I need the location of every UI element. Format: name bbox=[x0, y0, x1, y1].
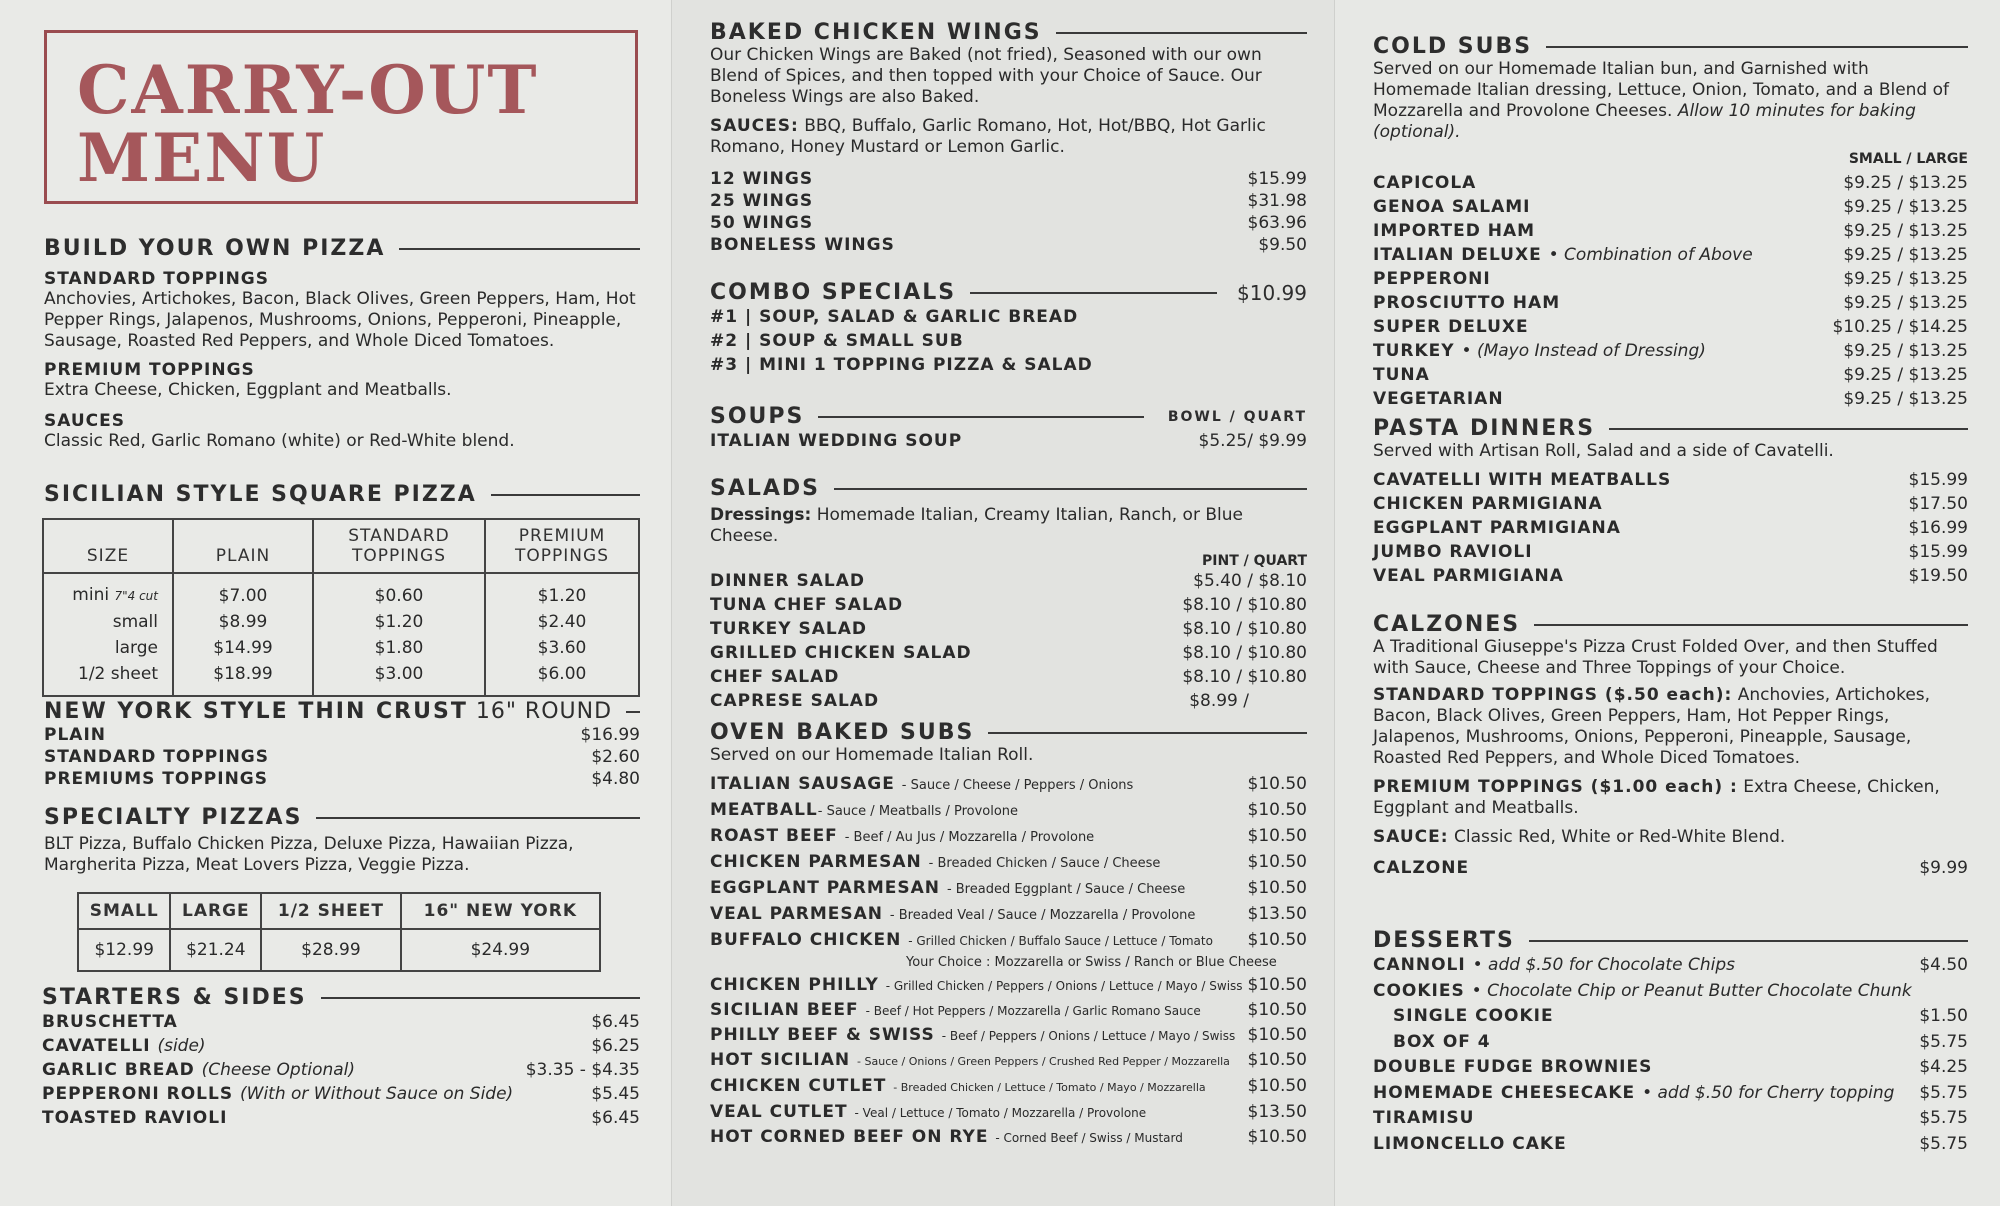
premium-toppings-text: Extra Cheese, Chicken, Eggplant and Meatballs. bbox=[44, 380, 452, 400]
menu-item-row: CHEF SALAD $8.10 / $10.80 bbox=[710, 667, 1307, 687]
heading-size-note: 16" ROUND bbox=[475, 699, 613, 724]
menu-item-row: CHICKEN CUTLET - Breaded Chicken / Lettuce / Tomato / Mayo / Mozzarella $10.50 bbox=[710, 1076, 1307, 1096]
menu-item-row: CALZONE $9.99 bbox=[1373, 858, 1968, 878]
table-header: LARGE bbox=[170, 893, 261, 929]
section-heading: COLD SUBS bbox=[1373, 34, 1533, 59]
price-cell: $6.00 bbox=[537, 663, 587, 684]
menu-item-row: PEPPERONI $9.25 / $13.25 bbox=[1373, 269, 1968, 289]
price-cell: $14.99 bbox=[213, 637, 273, 658]
calzone-sauce: SAUCE: Classic Red, White or Red-White Blend. bbox=[1373, 827, 1786, 847]
price-cell: $1.20 bbox=[537, 585, 587, 606]
menu-item-row: JUMBO RAVIOLI $15.99 bbox=[1373, 542, 1968, 562]
specialty-pizza-list: BLT Pizza, Buffalo Chicken Pizza, Deluxe Pizza, Hawaiian Pizza, Margherita Pizza, Meat Lovers Pizza, Veggie Pizza. bbox=[44, 834, 574, 875]
menu-item-row: ROAST BEEF - Beef / Au Jus / Mozzarella / Provolone $10.50 bbox=[710, 826, 1307, 846]
menu-item-row: GARLIC BREAD (Cheese Optional) $3.35 - $4.35 bbox=[42, 1060, 640, 1080]
menu-item-row: CAPICOLA $9.25 / $13.25 bbox=[1373, 173, 1968, 193]
section-heading: CALZONES bbox=[1373, 612, 1521, 637]
menu-item-row: HOT CORNED BEEF ON RYE - Corned Beef / Swiss / Mustard $10.50 bbox=[710, 1127, 1307, 1147]
section-heading: BAKED CHICKEN WINGS bbox=[710, 20, 1042, 45]
menu-item-row: EGGPLANT PARMESAN - Breaded Eggplant / Sauce / Cheese $10.50 bbox=[710, 878, 1307, 898]
price-cell: $12.99 bbox=[78, 929, 170, 971]
size-row: small bbox=[112, 612, 158, 632]
ny-thin-crust-section bbox=[44, 699, 640, 790]
soups-section bbox=[710, 404, 1307, 453]
heading-rule bbox=[1546, 46, 1968, 48]
menu-item-row: BUFFALO CHICKEN - Grilled Chicken / Buffalo Sauce / Lettuce / Tomato $10.50 bbox=[710, 930, 1307, 950]
calzones-section bbox=[1373, 612, 1968, 880]
build-pizza-section bbox=[44, 236, 640, 452]
table-header-standard: STANDARD TOPPINGS bbox=[313, 519, 485, 573]
table-header: SMALL bbox=[78, 893, 170, 929]
section-heading: COMBO SPECIALS bbox=[710, 280, 957, 305]
oven-subs-list bbox=[710, 772, 1307, 1150]
sauces-text: Classic Red, Garlic Romano (white) or Red-White blend. bbox=[44, 431, 515, 451]
price-cell: $8.99 bbox=[218, 611, 268, 632]
menu-item-row: HOMEMADE CHEESECAKE • add $.50 for Cherry topping $5.75 bbox=[1373, 1082, 1968, 1103]
menu-item-row: VEAL CUTLET - Veal / Lettuce / Tomato / Mozzarella / Provolone $13.50 bbox=[710, 1102, 1307, 1122]
section-heading: OVEN BAKED SUBS bbox=[710, 720, 975, 745]
menu-item-row: PLAIN $16.99 bbox=[44, 725, 640, 745]
section-heading: STARTERS & SIDES bbox=[42, 985, 307, 1010]
pasta-dinners-section bbox=[1373, 416, 1968, 588]
section-heading: DESSERTS bbox=[1373, 928, 1515, 953]
price-cell: $21.24 bbox=[170, 929, 261, 971]
menu-item-row: BOX OF 4 $5.75 bbox=[1393, 1031, 1968, 1052]
standard-toppings-label: STANDARD TOPPINGS bbox=[44, 269, 270, 289]
section-heading: SPECIALTY PIZZAS bbox=[44, 805, 303, 830]
price-cell: $18.99 bbox=[213, 663, 273, 684]
menu-item-row: TUNA CHEF SALAD $8.10 / $10.80 bbox=[710, 595, 1307, 615]
standard-column bbox=[313, 573, 485, 696]
menu-panel-right bbox=[1335, 0, 2000, 1206]
menu-item-row: 12 WINGS $15.99 bbox=[710, 169, 1307, 189]
menu-item-row: SINGLE COOKIE $1.50 bbox=[1393, 1006, 1968, 1026]
section-heading: SOUPS bbox=[710, 404, 805, 429]
combo-price: $10.99 bbox=[1237, 280, 1307, 305]
price-cell: $0.60 bbox=[374, 585, 424, 606]
menu-item-row: ITALIAN WEDDING SOUP $5.25/ $9.99 bbox=[710, 431, 1307, 451]
combo-item: #3 | MINI 1 TOPPING PIZZA & SALAD bbox=[710, 355, 1093, 375]
menu-panel-middle bbox=[672, 0, 1335, 1206]
price-cell: $24.99 bbox=[401, 929, 600, 971]
menu-item-row: 25 WINGS $31.98 bbox=[710, 191, 1307, 211]
menu-title-line1: CARRY-OUT bbox=[77, 51, 539, 129]
heading-rule bbox=[1056, 32, 1307, 34]
heading-rule bbox=[970, 292, 1217, 294]
salads-column-header: PINT / QUART bbox=[1202, 553, 1307, 569]
oven-subs-description: Served on our Homemade Italian Roll. bbox=[710, 745, 1034, 765]
table-header: 16" NEW YORK bbox=[401, 893, 600, 929]
section-heading: SICILIAN STYLE SQUARE PIZZA bbox=[44, 482, 477, 507]
heading-rule bbox=[988, 732, 1307, 734]
menu-item-row: CAVATELLI (side) $6.25 bbox=[42, 1036, 640, 1056]
menu-item-row: MEATBALL- Sauce / Meatballs / Provolone $10.50 bbox=[710, 800, 1307, 820]
premium-column bbox=[485, 573, 639, 696]
calzone-premium-toppings: PREMIUM TOPPINGS ($1.00 each) : Extra Cheese, Chicken, Eggplant and Meatballs. bbox=[1373, 777, 1940, 818]
menu-item-row: PROSCIUTTO HAM $9.25 / $13.25 bbox=[1373, 293, 1968, 313]
desserts-section bbox=[1373, 928, 1968, 1157]
price-cell: $28.99 bbox=[261, 929, 400, 971]
standard-toppings-text: Anchovies, Artichokes, Bacon, Black Olives, Green Peppers, Ham, Hot Pepper Rings, Jalapenos, Mushrooms, Onions, Pepperoni, Pineapple, Sausage, Roasted Red Peppers, and Whole Diced Tomatoes. bbox=[44, 289, 636, 351]
menu-item-row: 50 WINGS $63.96 bbox=[710, 213, 1307, 233]
pasta-description: Served with Artisan Roll, Salad and a side of Cavatelli. bbox=[1373, 441, 1834, 461]
wings-description: Our Chicken Wings are Baked (not fried), Seasoned with our own Blend of Spices, and then topped with your Choice of Sauce. Our Boneless Wings are also Baked. bbox=[710, 45, 1262, 107]
size-row: mini 7"4 cut bbox=[72, 585, 158, 605]
menu-item-row: VEAL PARMIGIANA $19.50 bbox=[1373, 566, 1968, 586]
price-cell: $2.40 bbox=[537, 611, 587, 632]
wings-sauces: SAUCES: BBQ, Buffalo, Garlic Romano, Hot, Hot/BBQ, Hot Garlic Romano, Honey Mustard or Lemon Garlic. bbox=[710, 116, 1266, 157]
price-cell: $7.00 bbox=[218, 585, 268, 606]
heading-rule bbox=[818, 416, 1143, 418]
menu-title-line2: MENU bbox=[77, 119, 327, 197]
menu-item-row: IMPORTED HAM $9.25 / $13.25 bbox=[1373, 221, 1968, 241]
menu-item-row: TOASTED RAVIOLI $6.45 bbox=[42, 1108, 640, 1128]
section-heading: PASTA DINNERS bbox=[1373, 416, 1596, 441]
sicilian-section bbox=[44, 482, 640, 507]
menu-item-row: CANNOLI • add $.50 for Chocolate Chips $4.50 bbox=[1373, 955, 1968, 975]
menu-item-row: SUPER DELUXE $10.25 / $14.25 bbox=[1373, 317, 1968, 337]
specialty-price-table bbox=[77, 892, 601, 972]
menu-item-row: TURKEY SALAD $8.10 / $10.80 bbox=[710, 619, 1307, 639]
section-heading: NEW YORK STYLE THIN CRUST bbox=[44, 699, 468, 724]
menu-item-row: PREMIUMS TOPPINGS $4.80 bbox=[44, 769, 640, 789]
oven-subs-section bbox=[710, 720, 1307, 1150]
menu-item-row: ITALIAN SAUSAGE - Sauce / Cheese / Peppers / Onions $10.50 bbox=[710, 774, 1307, 794]
menu-item-row: DINNER SALAD $5.40 / $8.10 bbox=[710, 571, 1307, 591]
sicilian-price-table bbox=[42, 518, 640, 697]
table-header-premium: PREMIUM TOPPINGS bbox=[485, 519, 639, 573]
heading-rule bbox=[321, 997, 640, 999]
section-heading: SALADS bbox=[710, 476, 821, 501]
menu-item-row: EGGPLANT PARMIGIANA $16.99 bbox=[1373, 518, 1968, 538]
heading-rule bbox=[491, 494, 640, 496]
combo-item: #2 | SOUP & SMALL SUB bbox=[710, 331, 964, 351]
calzones-description: A Traditional Giuseppe's Pizza Crust Folded Over, and then Stuffed with Sauce, Cheese and Three Toppings of your Choice. bbox=[1373, 637, 1938, 678]
pasta-list bbox=[1373, 468, 1968, 588]
combo-item: #1 | SOUP, SALAD & GARLIC BREAD bbox=[710, 307, 1079, 327]
plain-column bbox=[173, 573, 313, 696]
price-cell: $3.60 bbox=[537, 637, 587, 658]
menu-item-row: VEGETARIAN $9.25 / $13.25 bbox=[1373, 389, 1968, 409]
premium-toppings-label: PREMIUM TOPPINGS bbox=[44, 360, 255, 380]
calzone-standard-toppings: STANDARD TOPPINGS ($.50 each): Anchovies, Artichokes, Bacon, Black Olives, Green Peppers, Ham, Hot Pepper Rings, Jalapenos, Mushrooms, Onions, Pepperoni, Pineapple, Sausage, Roasted Red Peppers, and Whole Diced Tomatoes. bbox=[1373, 685, 1931, 768]
menu-item-row: ITALIAN DELUXE • Combination of Above $9.25 / $13.25 bbox=[1373, 245, 1968, 265]
menu-item-row: TIRAMISU $5.75 bbox=[1373, 1108, 1968, 1128]
menu-item-row: CHICKEN PARMESAN - Breaded Chicken / Sauce / Cheese $10.50 bbox=[710, 852, 1307, 872]
menu-item-row: TUNA $9.25 / $13.25 bbox=[1373, 365, 1968, 385]
combo-specials-section bbox=[710, 280, 1307, 377]
salads-section bbox=[710, 476, 1307, 713]
price-cell: $1.20 bbox=[374, 611, 424, 632]
menu-item-row: LIMONCELLO CAKE $5.75 bbox=[1373, 1133, 1968, 1154]
menu-item-row: GRILLED CHICKEN SALAD $8.10 / $10.80 bbox=[710, 643, 1307, 663]
menu-item-row: STANDARD TOPPINGS $2.60 bbox=[44, 747, 640, 767]
menu-item-row: BONELESS WINGS $9.50 bbox=[710, 235, 1307, 255]
mini-cut-note: 7"4 cut bbox=[114, 589, 158, 603]
menu-item-row: GENOA SALAMI $9.25 / $13.25 bbox=[1373, 197, 1968, 217]
cold-subs-description: Served on our Homemade Italian bun, and Garnished with Homemade Italian dressing, Lettuce, Onion, Tomato, and a Blend of Mozzarella and Provolone Cheeses. Allow 10 minutes for baking (optional). bbox=[1373, 59, 1950, 142]
heading-rule bbox=[399, 248, 640, 250]
table-header-size: SIZE bbox=[43, 519, 173, 573]
menu-item-row: CHICKEN PHILLY - Grilled Chicken / Peppers / Onions / Lettuce / Mayo / Swiss $10.50 bbox=[710, 975, 1307, 995]
chicken-wings-section bbox=[710, 20, 1307, 256]
size-row: 1/2 sheet bbox=[78, 664, 158, 684]
soups-column-header: BOWL / QUART bbox=[1167, 408, 1307, 425]
menu-title-box bbox=[44, 30, 638, 204]
heading-rule bbox=[316, 817, 640, 819]
cold-subs-column-header: SMALL / LARGE bbox=[1848, 151, 1968, 167]
menu-item-row: SICILIAN BEEF - Beef / Hot Peppers / Mozzarella / Garlic Romano Sauce $10.50 bbox=[710, 1000, 1307, 1020]
menu-item-row: HOT SICILIAN - Sauce / Onions / Green Peppers / Crushed Red Pepper / Mozzarella $10.50 bbox=[710, 1050, 1307, 1070]
specialty-pizzas-section bbox=[44, 805, 640, 876]
menu-item-row: BRUSCHETTA $6.45 bbox=[42, 1012, 640, 1032]
menu-panel-left bbox=[0, 0, 672, 1206]
menu-item-row: DOUBLE FUDGE BROWNIES $4.25 bbox=[1373, 1057, 1968, 1077]
menu-item-row: TURKEY • (Mayo Instead of Dressing) $9.25 / $13.25 bbox=[1373, 341, 1968, 361]
size-row: large bbox=[114, 638, 158, 658]
menu-item-row: CAPRESE SALAD $8.99 / bbox=[710, 691, 1249, 711]
sauces-label: SAUCES bbox=[44, 411, 126, 431]
heading-rule bbox=[1534, 624, 1968, 626]
size-column bbox=[43, 573, 173, 696]
heading-rule bbox=[1609, 428, 1968, 430]
buffalo-choice-note: Your Choice : Mozzarella or Swiss / Ranch or Blue Cheese bbox=[906, 955, 1277, 970]
cold-subs-list bbox=[1373, 171, 1968, 411]
menu-item-row: COOKIES • Chocolate Chip or Peanut Butter Chocolate Chunk bbox=[1373, 980, 1912, 1001]
heading-rule bbox=[626, 711, 640, 713]
menu-item-row: VEAL PARMESAN - Breaded Veal / Sauce / Mozzarella / Provolone $13.50 bbox=[710, 904, 1307, 924]
section-heading: BUILD YOUR OWN PIZZA bbox=[44, 236, 386, 261]
starters-sides-section bbox=[42, 985, 640, 1130]
heading-rule bbox=[834, 488, 1307, 490]
menu-item-row: PEPPERONI ROLLS (With or Without Sauce on Side) $5.45 bbox=[42, 1084, 640, 1104]
menu-item-row: PHILLY BEEF & SWISS - Beef / Peppers / Onions / Lettuce / Mayo / Swiss $10.50 bbox=[710, 1025, 1307, 1045]
wings-list bbox=[710, 168, 1307, 256]
price-cell: $3.00 bbox=[374, 663, 424, 684]
table-header: 1/2 SHEET bbox=[261, 893, 400, 929]
table-header-plain: PLAIN bbox=[173, 519, 313, 573]
heading-rule bbox=[1529, 940, 1968, 942]
menu-item-row: CHICKEN PARMIGIANA $17.50 bbox=[1373, 494, 1968, 514]
cold-subs-section bbox=[1373, 34, 1968, 411]
price-cell: $1.80 bbox=[374, 637, 424, 658]
menu-item-row: CAVATELLI WITH MEATBALLS $15.99 bbox=[1373, 470, 1968, 490]
salad-dressings: Dressings: Homemade Italian, Creamy Italian, Ranch, or Blue Cheese. bbox=[710, 505, 1243, 546]
